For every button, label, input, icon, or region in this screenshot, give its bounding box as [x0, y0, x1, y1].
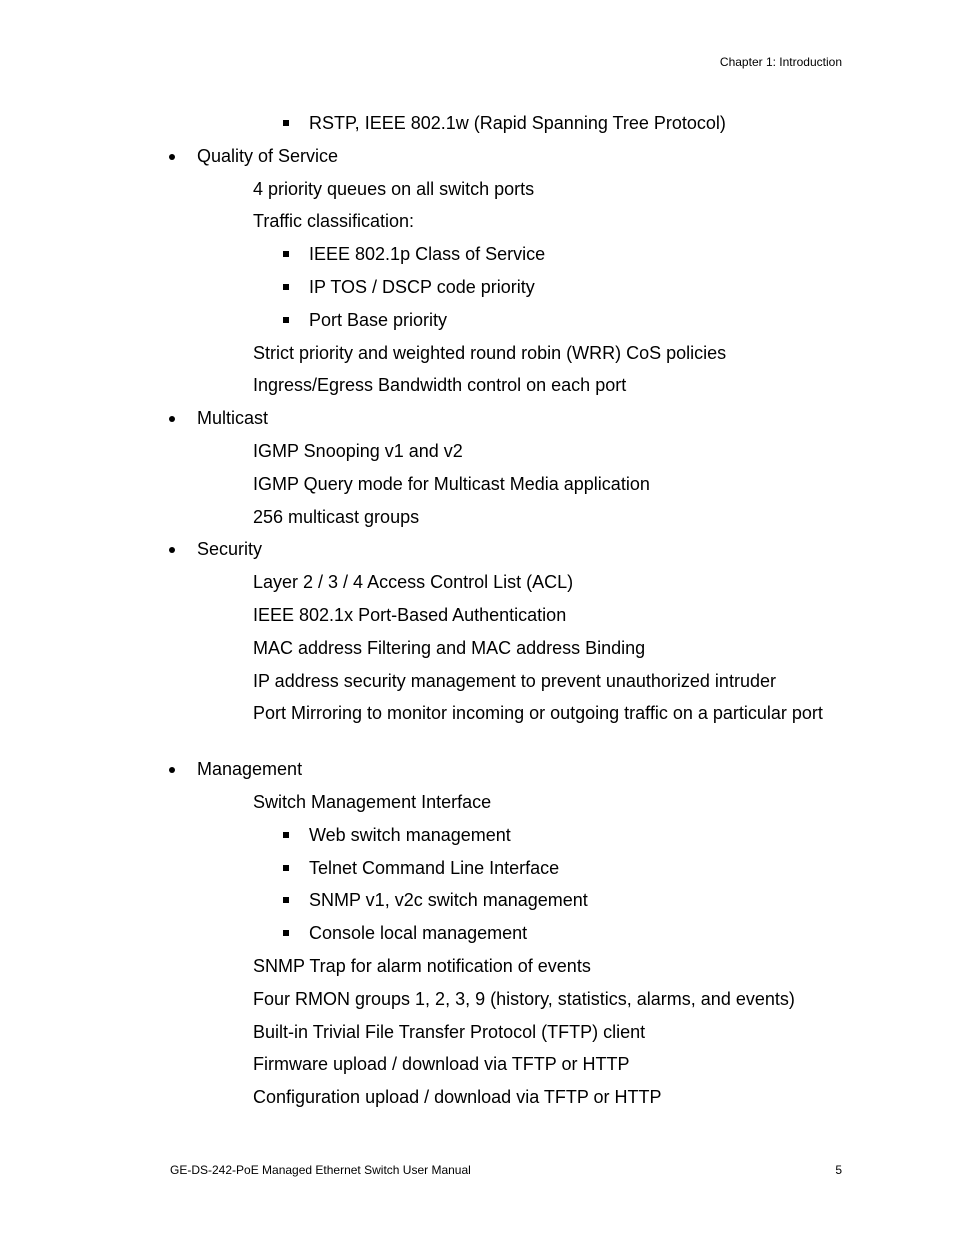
list-item-text: IGMP Snooping v1 and v2: [253, 441, 463, 461]
list-item-sub: [309, 922, 527, 945]
list-item-text: IP address security management to prevent unauthorized intruder: [253, 671, 776, 691]
list-item-text: IGMP Query mode for Multicast Media application: [253, 474, 650, 494]
list-item-sub: [309, 276, 535, 299]
running-header: Chapter 1: Introduction: [719, 55, 842, 69]
list-item: [253, 440, 823, 463]
list-item-text: Strict priority and weighted round robin (WRR) CoS policies: [253, 343, 727, 363]
list-item: [253, 374, 823, 397]
list-item-text: Port Base priority: [309, 310, 448, 330]
list-item: [253, 1021, 823, 1044]
list-item-text: SNMP v1, v2c switch management: [309, 890, 588, 910]
list-item: [253, 955, 823, 978]
list-item-text: RSTP, IEEE 802.1w (Rapid Spanning Tree Protocol): [309, 113, 726, 133]
list-item: [253, 178, 823, 201]
list-item-text: IEEE 802.1x Port-Based Authentication: [253, 605, 567, 625]
list-item-sub: [309, 309, 447, 332]
list-item-text: Built-in Trivial File Transfer Protocol (TFTP) client: [253, 1022, 646, 1042]
list-item-text: Four RMON groups 1, 2, 3, 9 (history, statistics, alarms, and events): [253, 989, 795, 1009]
list-item-text: Telnet Command Line Interface: [309, 858, 560, 878]
bullet-square-icon: [283, 865, 289, 871]
bullet-square-icon: [283, 897, 289, 903]
list-item: [253, 604, 823, 627]
bullet-square-icon: [283, 930, 289, 936]
list-item: [253, 506, 823, 529]
list-item: [253, 571, 823, 594]
list-item: [253, 637, 823, 660]
manual-title: GE-DS-242-PoE Managed Ethernet Switch User Manual: [170, 1163, 471, 1177]
list-item-sub: [309, 889, 588, 912]
list-item-text: Ingress/Egress Bandwidth control on each port: [253, 375, 627, 395]
list-item-text: 4 priority queues on all switch ports: [253, 179, 535, 199]
bullet-square-icon: [283, 284, 289, 290]
bullet-square-icon: [283, 120, 289, 126]
list-item: [253, 670, 823, 693]
list-item-sub: [309, 857, 559, 880]
bullet-dot-icon: [169, 547, 175, 553]
list-item-text: Layer 2 / 3 / 4 Access Control List (ACL): [253, 572, 574, 592]
list-item: [253, 1086, 823, 1109]
list-item-text: Multicast: [197, 408, 269, 428]
list-item-section: [197, 407, 268, 430]
list-item-text: Firmware upload / download via TFTP or HTTP: [253, 1054, 630, 1074]
bullet-square-icon: [283, 832, 289, 838]
list-item-section: [197, 538, 262, 561]
list-item-text: Port Mirroring to monitor incoming or outgoing traffic on a particular port: [253, 703, 823, 723]
bullet-square-icon: [283, 317, 289, 323]
list-item-sub: [309, 243, 545, 266]
list-item-text: MAC address Filtering and MAC address Binding: [253, 638, 646, 658]
list-item-text: IP TOS / DSCP code priority: [309, 277, 535, 297]
list-item-text: Security: [197, 539, 263, 559]
list-item: [253, 1053, 823, 1076]
list-item: [253, 791, 823, 814]
bullet-dot-icon: [169, 154, 175, 160]
list-item-section: [197, 145, 338, 168]
list-item-text: SNMP Trap for alarm notification of events: [253, 956, 591, 976]
list-item-section: [197, 758, 302, 781]
running-footer: [170, 1163, 842, 1178]
list-item-text: Console local management: [309, 923, 528, 943]
list-item: [253, 473, 823, 496]
list-item-sub: [309, 824, 511, 847]
page-number: 5: [835, 1163, 842, 1177]
list-item-text: Configuration upload / download via TFTP or HTTP: [253, 1087, 662, 1107]
list-item-sub: [309, 112, 726, 135]
list-item: [253, 342, 823, 365]
list-item-text: 256 multicast groups: [253, 507, 420, 527]
list-item-text: Quality of Service: [197, 146, 339, 166]
bullet-dot-icon: [169, 767, 175, 773]
list-item-text: Switch Management Interface: [253, 792, 492, 812]
bullet-dot-icon: [169, 416, 175, 422]
list-item: [253, 988, 823, 1011]
list-item-text: IEEE 802.1p Class of Service: [309, 244, 546, 264]
list-item: [253, 702, 823, 725]
list-item-text: Management: [197, 759, 303, 779]
bullet-square-icon: [283, 251, 289, 257]
list-item: [253, 210, 823, 233]
list-item-text: Traffic classification:: [253, 211, 415, 231]
list-item-text: Web switch management: [309, 825, 511, 845]
